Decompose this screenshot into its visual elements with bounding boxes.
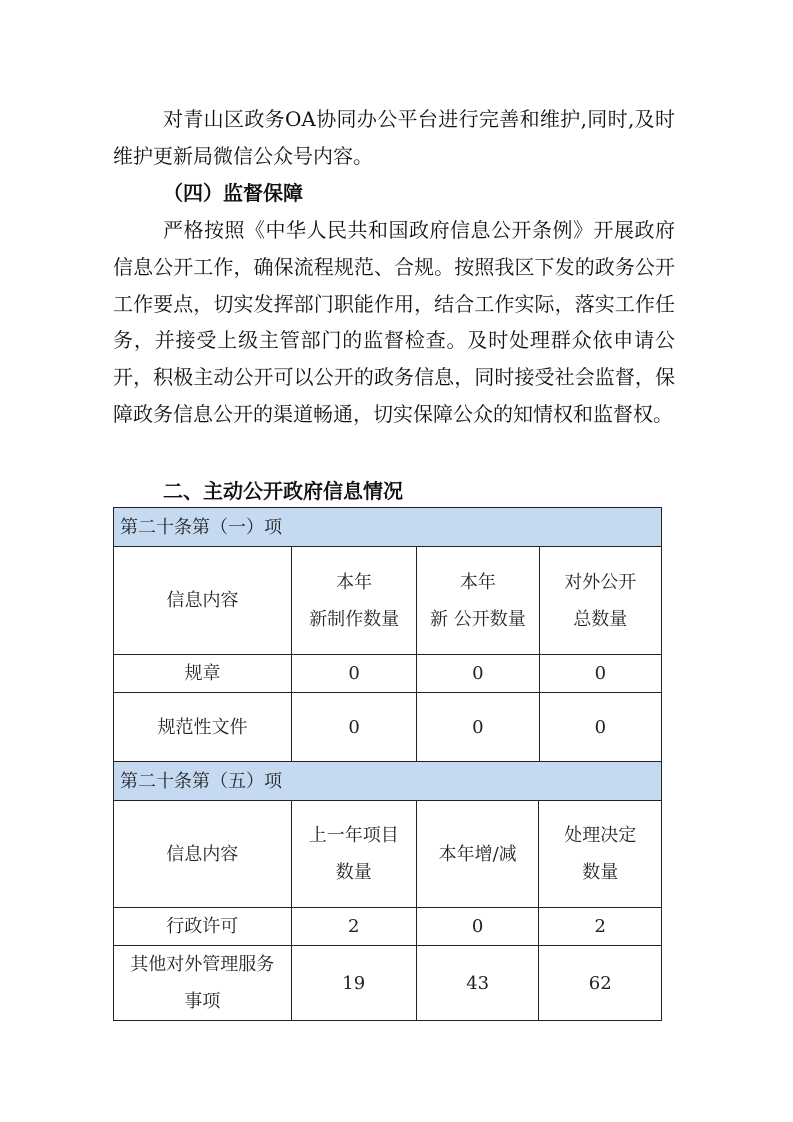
table-article-20-item-5 — [113, 761, 662, 1021]
table-row — [114, 693, 662, 763]
cell-value: 43 — [416, 946, 539, 1021]
header-info-content: 信息内容 — [114, 801, 292, 908]
cell-value: 0 — [539, 693, 661, 763]
cell-value: 2 — [539, 908, 662, 946]
paragraph-oa-maintenance: 对青山区政务OA协同办公平台进行完善和维护,同时,及时维护更新局微信公众号内容。 — [113, 107, 675, 168]
table-header-row — [114, 801, 662, 908]
paragraph-supervision: 严格按照《中华人民共和国政府信息公开条例》开展政府信息公开工作，确保流程规范、合规。按照我区下发的政务公开工作要点，切实发挥部门职能作用，结合工作实际，落实工作任务，并接受上级主管部门的监督检查。及时处理群众依申请公开，积极主动公开可以公开的政务信息，同时接受社会监督，保障政务信息公开的渠道畅通，切实保障公众的知情权和监督权。 — [113, 218, 675, 426]
header-change-this-year: 本年增/减 — [416, 801, 539, 908]
header-info-content: 信息内容 — [114, 547, 292, 655]
table-band-title: 第二十条第（一）项 — [114, 508, 662, 547]
row-label: 规章 — [114, 655, 292, 693]
table-band-title: 第二十条第（五）项 — [114, 762, 662, 801]
cell-value: 62 — [539, 946, 662, 1021]
table-row — [114, 655, 662, 693]
cell-value: 0 — [291, 693, 416, 763]
row-label: 其他对外管理服务 事项 — [114, 946, 292, 1021]
table-row — [114, 946, 662, 1021]
table-article-20-item-1 — [113, 507, 662, 763]
cell-value: 0 — [417, 693, 539, 763]
header-new-made-count: 本年 新制作数量 — [291, 547, 416, 655]
header-decisions-count: 处理决定 数量 — [539, 801, 662, 908]
row-label: 行政许可 — [114, 908, 292, 946]
cell-value: 0 — [291, 655, 416, 693]
cell-value: 19 — [291, 946, 416, 1021]
header-total-published-count: 对外公开 总数量 — [539, 547, 661, 655]
cell-value: 0 — [416, 908, 539, 946]
cell-value: 2 — [291, 908, 416, 946]
header-new-published-count: 本年 新 公开数量 — [417, 547, 539, 655]
section-heading-active-disclosure: 二、主动公开政府信息情况 — [163, 479, 403, 503]
table-header-row — [114, 547, 662, 655]
cell-value: 0 — [539, 655, 661, 693]
row-label: 规范性文件 — [114, 693, 292, 763]
cell-value: 0 — [417, 655, 539, 693]
table-row — [114, 908, 662, 946]
header-last-year-count: 上一年项目 数量 — [291, 801, 416, 908]
sub-heading-supervision: （四）监督保障 — [163, 181, 303, 205]
